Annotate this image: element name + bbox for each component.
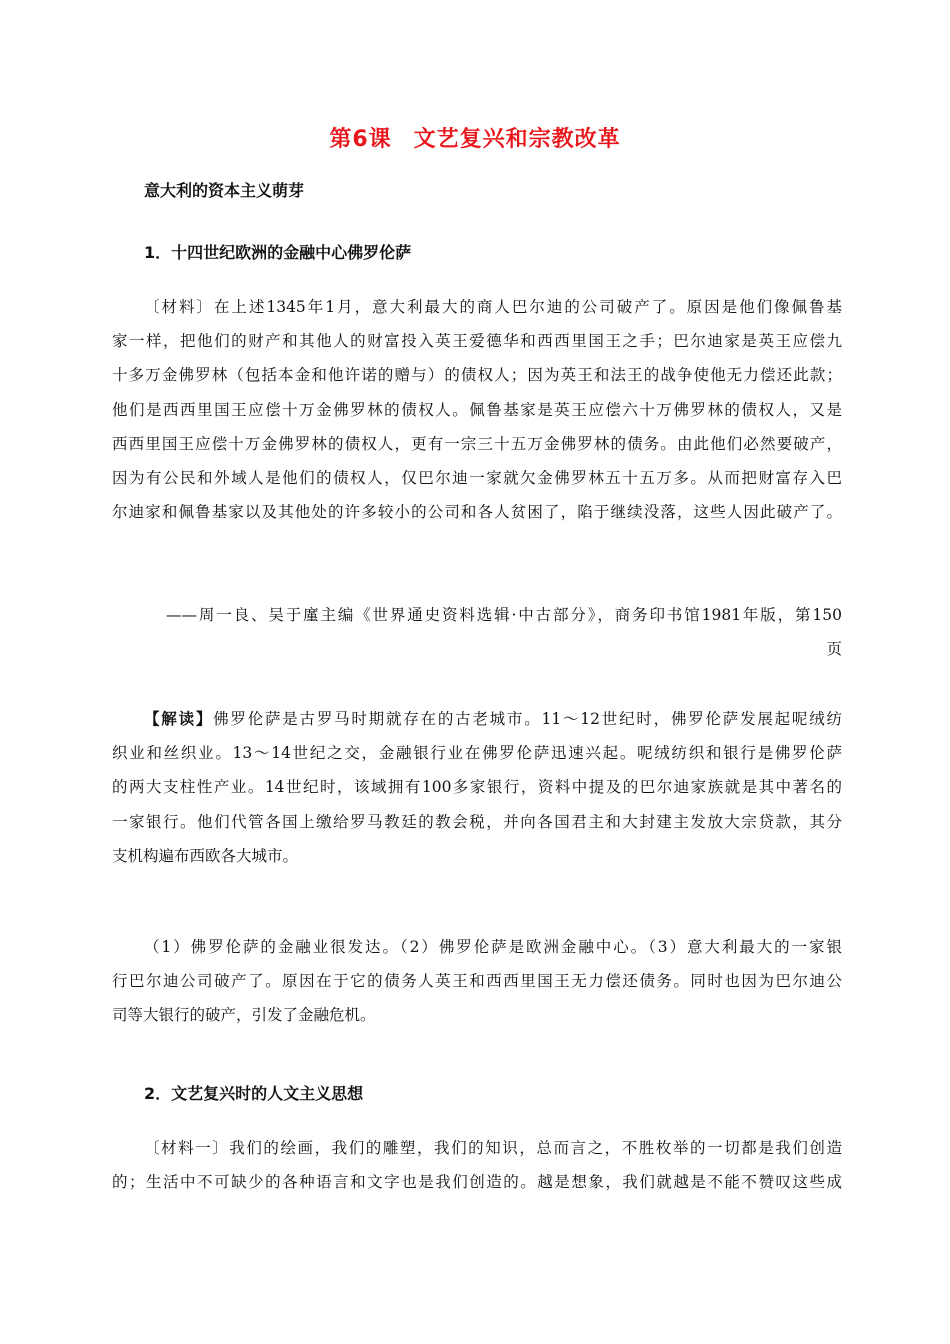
material-line: 家一样，把他们的财产和其他人的财富投入英王爱德华和西西里国王之手；巴尔迪家是英王应偿九 [112, 332, 842, 351]
reading-line: 一家银行。他们代管各国上缴给罗马教廷的教会税，并向各国君主和大封建主发放大宗贷款，其分 [112, 812, 842, 831]
reading-line: 织业和丝织业。13～14世纪之交，金融银行业在佛罗伦萨迅速兴起。呢绒纺织和银行是佛罗伦萨 [112, 744, 842, 763]
reading-line: 支机构遍布西欧各大城市。 [112, 846, 299, 865]
material-line: 西西里国王应偿十万金佛罗林的债权人，更有一宗三十五万金佛罗林的债务。由此他们必然要破产， [112, 434, 842, 453]
citation-line: ——周一良、吴于廑主编《世界通史资料选辑·中古部分》，商务印书馆1981年版，第150 [166, 606, 842, 624]
section2-heading: 2．文艺复兴时的人文主义思想 [144, 1084, 364, 1103]
section1-material [112, 290, 842, 529]
answer-line: 司等大银行的破产，引发了金融危机。 [112, 1006, 376, 1025]
lesson-title: 文艺复兴和宗教改革 [413, 127, 621, 152]
answer-line: （1）佛罗伦萨的金融业很发达。（2）佛罗伦萨是欧洲金融中心。（3）意大利最大的一家银 [144, 938, 842, 956]
lesson-number: 第6课 [329, 127, 392, 152]
material-line: 的；生活中不可缺少的各种语言和文字也是我们创造的。越是想象，我们就越是不能不赞叹这些成 [112, 1173, 842, 1192]
main-heading: 意大利的资本主义萌芽 [144, 181, 305, 200]
material-line: 他们是西西里国王应偿十万金佛罗林的债权人。佩鲁基家是英王应偿六十万佛罗林的债权人，又是 [112, 400, 842, 419]
citation-line: 页 [826, 640, 842, 659]
page-title [0, 122, 950, 153]
material-line: 因为有公民和外域人是他们的债权人，仅巴尔迪一家就欠金佛罗林五十五万多。从而把财富存入巴 [112, 468, 842, 487]
reading-line: 佛罗伦萨是古罗马时期就存在的古老城市。11～12世纪时，佛罗伦萨发展起呢绒纺 [213, 710, 842, 728]
reading-label: 【解读】 [144, 710, 214, 728]
material-line: 〔材料〕在上述1345年1月，意大利最大的商人巴尔迪的公司破产了。原因是他们像佩鲁基 [144, 298, 842, 316]
section1-reading [112, 702, 842, 873]
answer-line: 行巴尔迪公司破产了。原因在于它的债务人英王和西西里国王无力偿还债务。同时也因为巴尔迪公 [112, 972, 842, 991]
section2-material [112, 1131, 842, 1199]
section1-answer [112, 930, 842, 1033]
material-line: 十多万金佛罗林（包括本金和他许诺的赠与）的债权人；因为英王和法王的战争使他无力偿还此款； [112, 366, 842, 385]
section1-heading: 1．十四世纪欧洲的金融中心佛罗伦萨 [144, 243, 412, 262]
material-line: 尔迪家和佩鲁基家以及其他处的许多较小的公司和各人贫困了，陷于继续没落，这些人因此破产了。 [112, 503, 842, 522]
source-citation [166, 598, 842, 666]
reading-line: 的两大支柱性产业。14世纪时，该域拥有100多家银行，资料中提及的巴尔迪家族就是其中著名的 [112, 778, 842, 797]
material-line: 〔材料一〕我们的绘画，我们的雕塑，我们的知识，总而言之，不胜枚举的一切都是我们创造 [144, 1139, 842, 1157]
